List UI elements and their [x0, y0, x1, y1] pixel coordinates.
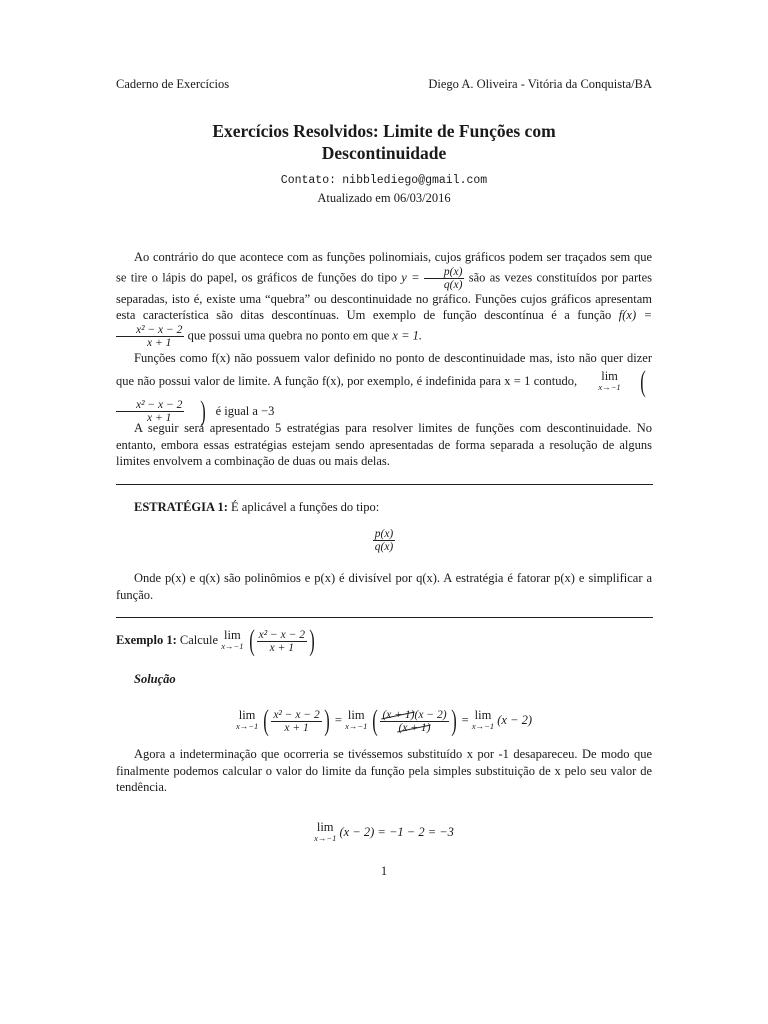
final-expression: (x − 2) = −1 − 2 = −3: [339, 824, 454, 839]
right-paren: ): [309, 624, 315, 657]
fraction-denominator: q(x): [374, 541, 394, 553]
section-divider: [116, 484, 653, 485]
fraction-factored: [380, 709, 448, 734]
header-right: Diego A. Oliveira - Vitória da Conquista/BA: [428, 77, 652, 91]
limit-operator: [345, 710, 367, 732]
fraction-denominator: x + 1: [284, 721, 309, 734]
fraction-numerator: p(x): [424, 266, 465, 279]
example-1-explanation: Agora a indeterminação que ocorreria se tivéssemos substituído x por -1 desapareceu. De modo que finalmente podemos calcular o valor do limite da função pela simples substituição de x pelo seu valor de tendência.: [116, 747, 652, 794]
contact-email: nibblediego@gmail.com: [342, 174, 488, 187]
limit-subscript: x→−1: [471, 721, 495, 731]
intro-text-b: são as vezes constituídos por partes separadas, isto é, existe uma “quebra” ou descontinuidade no gráfico. Funções cujos gráficos apresentam esta característica são ditas descontínuas. Um exemplo de função descontínua é a função: [116, 269, 653, 322]
title-line-2: Descontinuidade: [321, 143, 447, 163]
left-paren: (: [372, 704, 379, 737]
fraction-example-function: [271, 709, 321, 734]
fraction-p-over-q: [424, 266, 465, 291]
limit-subscript: x→−1: [314, 833, 337, 843]
intro-p2-text-a: Funções como f(x) não possuem valor definido no ponto de descontinuidade mas, isto não quer dizer que não possui valor de limite. A função f(x), por exemplo, é indefinida para x = 1 contudo,: [116, 351, 652, 388]
fraction-numerator: x² − x − 2: [116, 399, 184, 412]
fraction-numerator: p(x): [374, 528, 394, 540]
limit-operator: [221, 630, 243, 652]
page-number: 1: [380, 864, 388, 878]
limit-operator: [472, 710, 494, 732]
page-title: [0, 120, 768, 164]
updated-date: Atualizado em 06/03/2016: [317, 191, 451, 205]
limit-word: lim: [601, 368, 618, 383]
limit-operator: [236, 710, 258, 732]
solution-label: Solução: [134, 672, 176, 686]
fraction-numerator: x² − x − 2: [273, 708, 320, 721]
strategy-1-fraction: [0, 528, 768, 553]
right-paren: ): [450, 704, 457, 737]
section-divider: [116, 617, 653, 618]
strategy-1-heading: [116, 499, 652, 516]
limit-subscript: x→−1: [598, 381, 621, 392]
left-paren: (: [248, 624, 255, 657]
fraction-numerator: x² − x − 2: [258, 628, 306, 641]
intro-p2-text-b: é igual a −3: [215, 403, 275, 418]
y-equals: y =: [401, 269, 420, 284]
header-left: Caderno de Exercícios: [116, 77, 230, 91]
limit-word: lim: [347, 708, 365, 722]
fraction-example-function: [257, 629, 307, 654]
example-1-label: Exemplo 1:: [116, 632, 177, 647]
strategy-1-label: ESTRATÉGIA 1:: [134, 500, 228, 514]
fraction-p-over-q: [373, 528, 396, 553]
contact-line: [0, 172, 768, 187]
limit-word: lim: [224, 628, 241, 642]
fraction-numerator: x² − x − 2: [116, 324, 184, 337]
limit-word: lim: [238, 708, 256, 722]
limit-word: lim: [474, 708, 492, 722]
equals-sign: =: [461, 712, 469, 727]
contact-label: Contato:: [280, 174, 337, 187]
right-paren: ): [324, 704, 330, 737]
limit-subscript: x→−1: [345, 721, 368, 731]
remaining-factor: (x − 2): [414, 708, 447, 721]
f-of-x-equals: f(x) =: [618, 308, 653, 322]
example-1-text: Calcule: [179, 632, 219, 647]
intro-text-c2: x = 1.: [392, 327, 422, 342]
limit-word: lim: [316, 820, 334, 834]
cancelled-factor: (x + 1): [398, 721, 431, 734]
example-1-statement: [116, 626, 652, 656]
solution-equation: [0, 706, 768, 736]
intro-paragraph-1: [116, 249, 652, 349]
strategy-1-description: Onde p(x) e q(x) são polinômios e p(x) é divisível por q(x). A estratégia é fatorar p(x) e simplificar a função.: [116, 571, 652, 602]
left-paren: (: [263, 704, 270, 737]
intro-paragraph-3: A seguir será apresentado 5 estratégias para resolver limites de funções com descontinuidade. No entanto, embora essas estratégias estejam sendo apresentadas de forma separada a resolução de alguns limites envolvem a combinação de duas ou mais delas.: [116, 421, 652, 468]
fraction-denominator: x + 1: [147, 336, 172, 349]
equals-sign: =: [334, 712, 342, 727]
fraction-denominator: [380, 722, 448, 734]
final-result: [0, 822, 768, 844]
left-paren: (: [640, 364, 646, 398]
strategy-1-text: É aplicável a funções do tipo:: [231, 500, 380, 514]
intro-text-a: Ao contrário do que acontece com as funções polinomiais, cujos gráficos podem ser traçados sem que se tire o lápis do papel, os gráficos de funções do tipo: [116, 250, 652, 284]
cancelled-factor: (x + 1): [382, 708, 415, 721]
limit-operator: [580, 368, 621, 393]
simplified-expression: (x − 2): [497, 712, 533, 727]
limit-subscript: x→−1: [221, 641, 244, 651]
intro-text-c: que possui uma quebra no ponto em que: [187, 327, 390, 342]
right-paren: ): [200, 394, 207, 428]
fraction-denominator: x + 1: [147, 412, 172, 424]
fraction-numerator: [380, 709, 448, 722]
limit-subscript: x→−1: [235, 721, 259, 731]
intro-paragraph-2: [116, 350, 652, 427]
title-line-1: Exercícios Resolvidos: Limite de Funções com: [212, 121, 556, 141]
limit-operator: [314, 822, 336, 844]
fraction-denominator: q(x): [443, 278, 463, 291]
fraction-denominator: x + 1: [269, 641, 294, 654]
fraction-example-function: [116, 324, 184, 349]
